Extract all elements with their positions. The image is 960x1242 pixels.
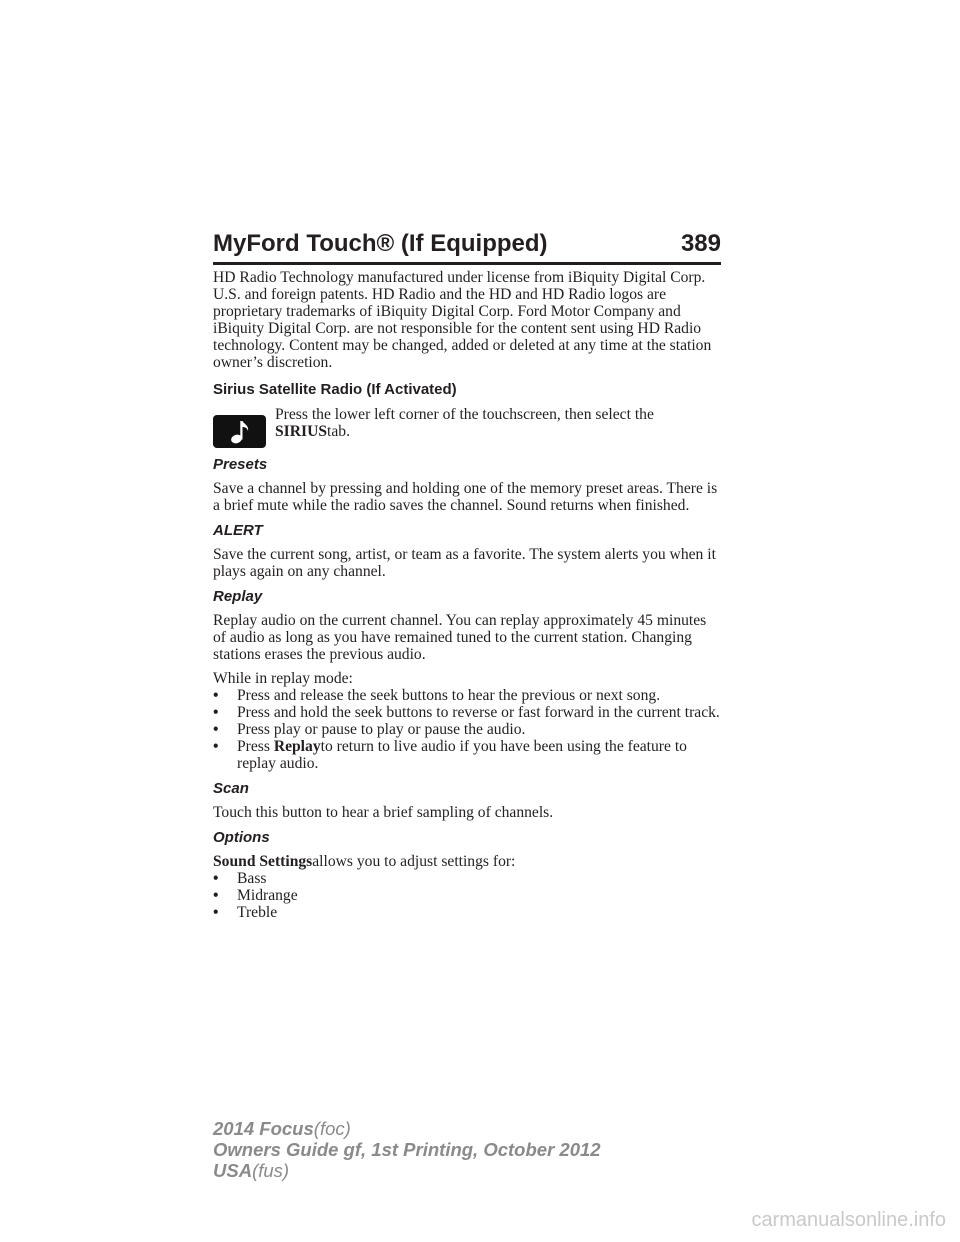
- page-footer: [213, 1118, 601, 1181]
- list-item: • Press and release the seek buttons to hear the previous or next song.: [213, 687, 723, 704]
- page-number: 389: [680, 230, 721, 257]
- footer-market: USA: [213, 1160, 253, 1181]
- options-text: [213, 853, 723, 870]
- presets-text: Save a channel by pressing and holding one of the memory preset areas. There is a brief mute while the radio saves the channel. Sound returns when finished.: [213, 480, 718, 514]
- page-content: [213, 269, 723, 921]
- sound-settings-label: Sound Settings: [213, 853, 313, 870]
- list-item: • Press and hold the seek buttons to reverse or fast forward in the current track.: [213, 704, 723, 721]
- sirius-text-after: tab.: [327, 423, 350, 440]
- replay-text: Replay audio on the current channel. You can replay approximately 45 minutes of audio as long as you have remained tuned to the current station. Changing stations erases the previous audio.: [213, 612, 707, 663]
- list-item: • Press play or pause to play or pause the audio.: [213, 721, 723, 738]
- footer-market-code: (fus): [252, 1160, 290, 1181]
- header-rule: [213, 262, 721, 265]
- sirius-text: [275, 406, 723, 440]
- watermark: carmanualsonline.info: [751, 1209, 946, 1231]
- replay-heading: Replay: [213, 588, 263, 605]
- sirius-instruction: [213, 406, 723, 448]
- footer-line-2: Owners Guide gf, 1st Printing, October 2012: [213, 1139, 601, 1160]
- sirius-heading: Sirius Satellite Radio (If Activated): [213, 381, 457, 398]
- list-item-text-before: Press: [237, 738, 274, 755]
- list-item: [213, 738, 723, 772]
- list-item: • Treble: [213, 904, 723, 921]
- list-item-text-after: to return to live audio if you have been using the feature to replay audio.: [237, 738, 687, 772]
- music-note-icon: [213, 415, 266, 448]
- list-item: • Midrange: [213, 887, 723, 904]
- sirius-tab-label: SIRIUS: [275, 423, 328, 440]
- alert-text: Save the current song, artist, or team as a favorite. The system alerts you when it plays again on any channel.: [213, 546, 716, 580]
- presets-heading: Presets: [213, 456, 268, 473]
- replay-mode-intro: While in replay mode:: [213, 670, 353, 687]
- replay-button-label: Replay: [273, 738, 321, 755]
- music-note-glyph: [229, 419, 251, 445]
- alert-heading: ALERT: [213, 522, 263, 539]
- footer-line-3: [213, 1160, 601, 1181]
- options-bullets: [213, 870, 723, 921]
- footer-model-code: (foc): [313, 1118, 351, 1139]
- scan-text: Touch this button to hear a brief sampling of channels.: [213, 804, 554, 821]
- replay-bullets: [213, 687, 723, 772]
- options-heading: Options: [213, 829, 270, 846]
- page-header: [213, 230, 721, 258]
- section-title: MyFord Touch® (If Equipped): [213, 230, 548, 257]
- footer-model: 2014 Focus: [213, 1118, 314, 1139]
- sirius-text-before: Press the lower left corner of the touchscreen, then select the: [275, 406, 654, 423]
- scan-heading: Scan: [213, 780, 249, 797]
- hd-radio-notice: HD Radio Technology manufactured under license from iBiquity Digital Corp. U.S. and foreign patents. HD Radio and the HD and HD Radio logos are proprietary trademarks of iBiquity Digital Corp. Ford Motor Company and iBiquity Digital Corp. are not responsible for the content sent using HD Radio technology. Content may be changed, added or deleted at any time at the station owner’s discretion.: [213, 269, 712, 371]
- list-item: • Bass: [213, 870, 723, 887]
- footer-line-1: [213, 1118, 601, 1139]
- options-text-rest: allows you to adjust settings for:: [312, 853, 516, 870]
